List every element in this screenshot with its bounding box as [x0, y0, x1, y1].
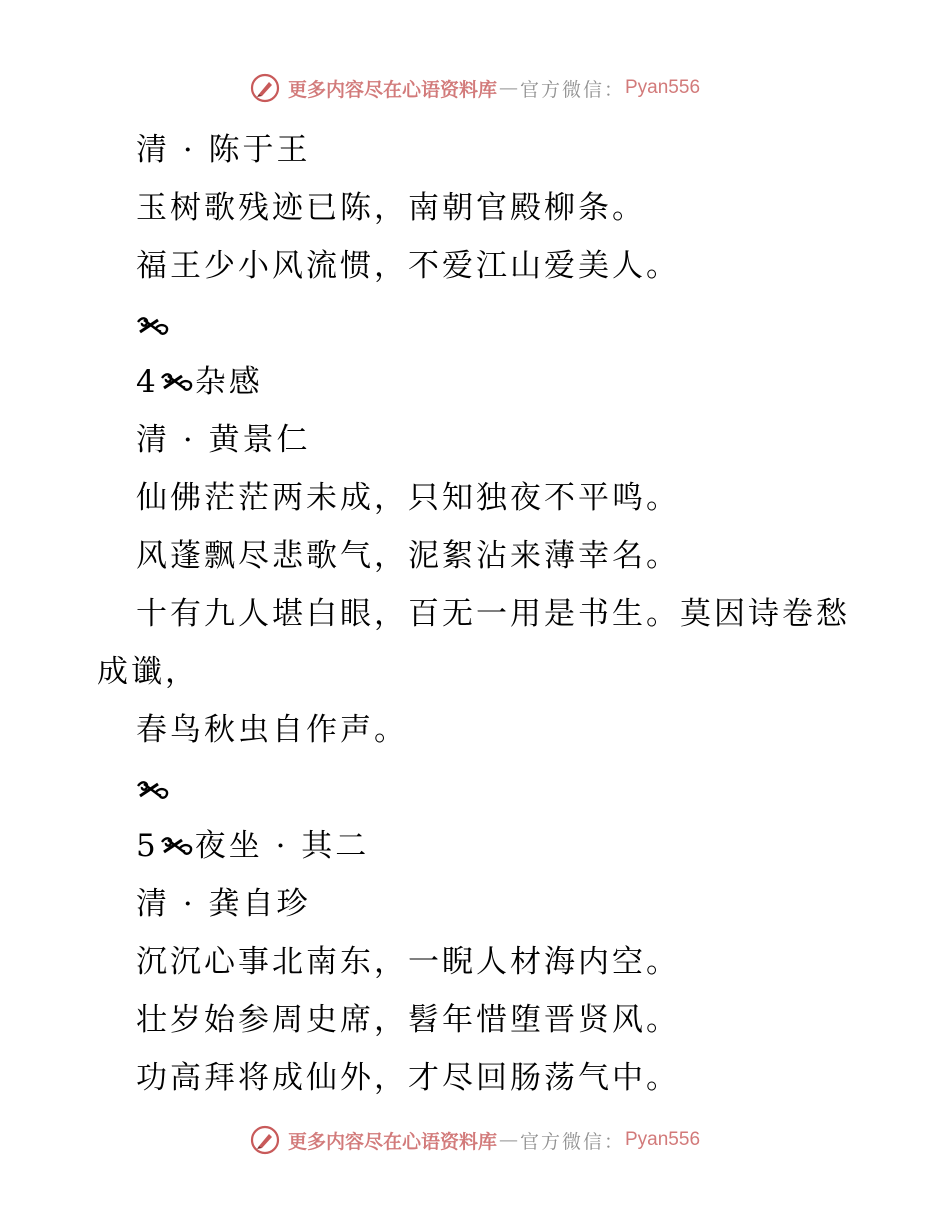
ornament-divider: [136, 768, 170, 808]
poem-number: 5: [136, 828, 159, 864]
poem-title: [136, 362, 263, 402]
watermark-dash: —: [498, 1129, 518, 1151]
floral-ornament-icon: [136, 778, 170, 802]
watermark-wechat-id: Pyan556: [625, 77, 701, 98]
poem-line-continuation: 成谶，: [97, 654, 199, 690]
footer-watermark: [0, 1120, 950, 1160]
author-line: 清 · 陈于王: [136, 132, 311, 168]
header-watermark: [0, 68, 950, 108]
poem-title-text: 杂感: [194, 364, 263, 400]
watermark-dash: —: [498, 77, 518, 99]
poem-line: 沉沉心事北南东，一睨人材海内空。: [136, 944, 680, 980]
author-line: 清 · 龚自珍: [136, 886, 311, 922]
watermark-official-label: 官方微信：: [519, 1130, 625, 1153]
poem-line: 福王少小风流惯，不爱江山爱美人。: [136, 248, 680, 284]
watermark-text: 更多内容尽在心语资料库: [287, 1130, 497, 1153]
poem-line: 功高拜将成仙外，才尽回肠荡气中。: [136, 1060, 680, 1096]
poem-title: [136, 826, 369, 866]
pen-nib-logo-icon: [250, 73, 280, 103]
floral-ornament-icon: [160, 370, 194, 394]
poem-line: 壮岁始参周史席，髫年惜堕晋贤风。: [136, 1002, 680, 1038]
floral-ornament-icon: [160, 834, 194, 858]
author-line: 清 · 黄景仁: [136, 422, 311, 458]
pen-nib-logo-icon: [250, 1125, 280, 1155]
floral-ornament-icon: [136, 314, 170, 338]
poem-line: 玉树歌残迹已陈，南朝官殿柳条。: [136, 190, 646, 226]
poem-title-text: 夜坐 · 其二: [194, 828, 370, 864]
ornament-divider: [136, 304, 170, 344]
poem-line: 风蓬飘尽悲歌气，泥絮沾来薄幸名。: [136, 538, 680, 574]
poem-line: 十有九人堪白眼，百无一用是书生。莫因诗卷愁: [136, 596, 850, 632]
poem-line: 春鸟秋虫自作声。: [136, 712, 408, 748]
poem-number: 4: [136, 364, 159, 400]
watermark-official-label: 官方微信：: [519, 78, 625, 101]
watermark-wechat-id: Pyan556: [625, 1129, 701, 1150]
poem-line: 仙佛茫茫两未成，只知独夜不平鸣。: [136, 480, 680, 516]
watermark-text: 更多内容尽在心语资料库: [287, 78, 497, 101]
